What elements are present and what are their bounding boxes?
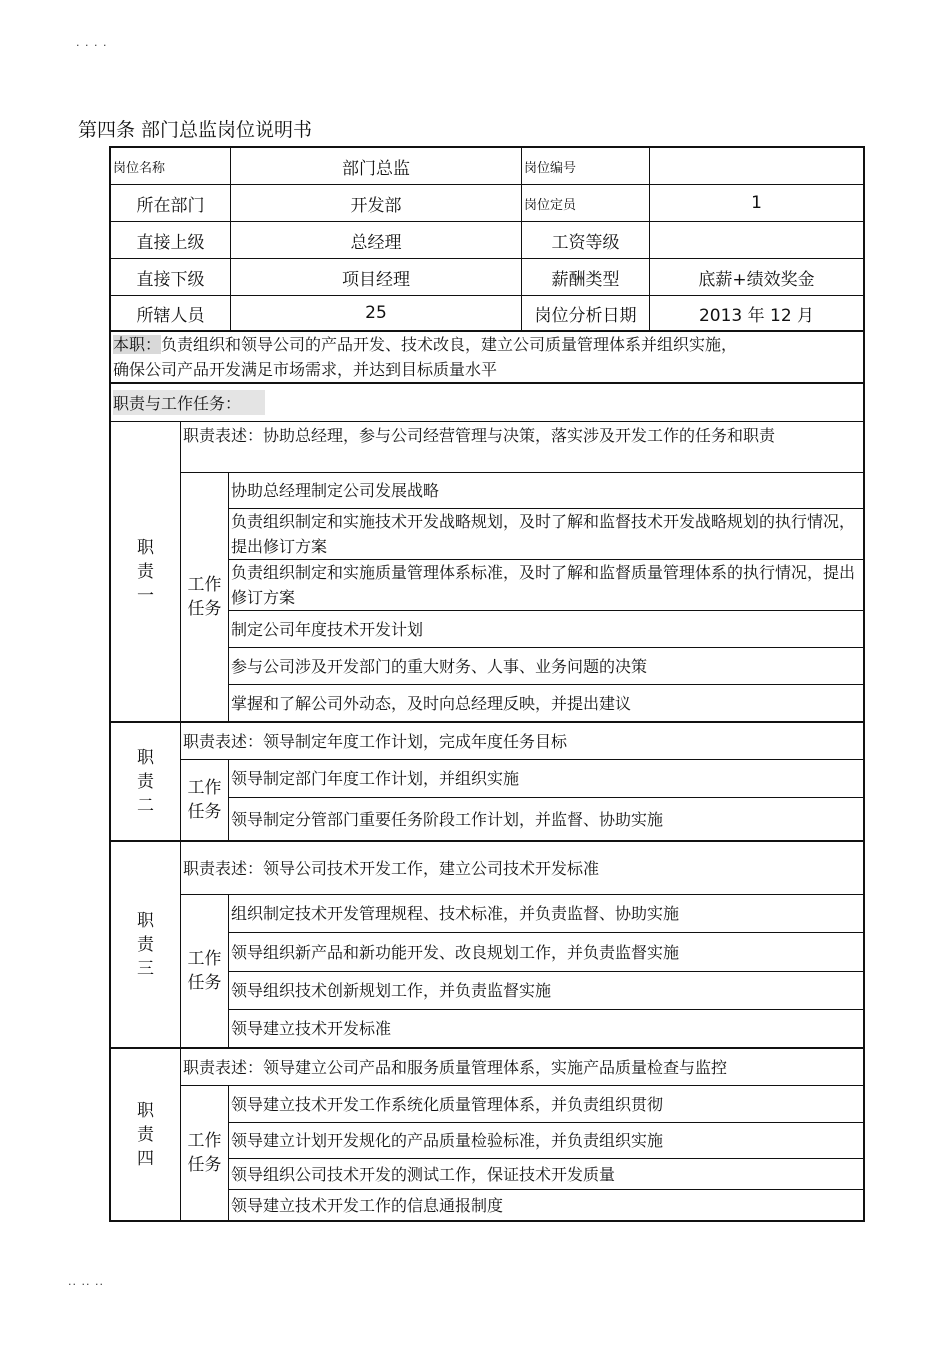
value-position-name: 部门总监 [231, 148, 522, 185]
label-headcount: 岗位定员 [522, 185, 650, 222]
duty-group-3-task: 组织制定技术开发管理规程、技术标准，并负责监督、协助实施 [229, 895, 863, 933]
duty-group-1-label: 职 责 一 [111, 422, 181, 721]
core-duty-label: 本职： [113, 335, 162, 354]
value-analysis-date: 2013 年 12 月 [698, 305, 815, 326]
core-duty-section [109, 332, 865, 384]
duty-group-2-task: 领导制定分管部门重要任务阶段工作计划，并监督、协助实施 [231, 809, 664, 829]
label-salary-grade: 工资等级 [522, 222, 650, 259]
value-direct-superior: 总经理 [231, 222, 522, 259]
label-position-code: 岗位编号 [522, 148, 650, 185]
value-headcount: 1 [650, 185, 863, 222]
duty-group-1-task: 掌握和了解公司外动态，及时向总经理反映，并提出建议 [231, 693, 632, 713]
duty-group-1 [109, 422, 865, 723]
core-duty-line-1: 负责组织和领导公司的产品开发、技术改良，建立公司质量管理体系并组织实施， [161, 335, 738, 354]
duty-group-4-task: 领导建立技术开发工作系统化质量管理体系，并负责组织贯彻 [229, 1086, 863, 1123]
duty-group-1-task: 参与公司涉及开发部门的重大财务、人事、业务问题的决策 [229, 648, 863, 685]
duty-group-4-work-label: 工作 任务 [181, 1086, 229, 1220]
label-staff-count: 所辖人员 [111, 296, 231, 330]
label-direct-subordinate: 直接下级 [111, 259, 231, 296]
duty-group-3 [109, 842, 865, 1049]
value-position-code [650, 148, 863, 185]
label-position-name: 岗位名称 [111, 148, 231, 185]
duty-group-4-description: 职责表述：领导建立公司产品和服务质量管理体系，实施产品质量检查与监控 [181, 1049, 863, 1086]
duty-group-1-task: 制定公司年度技术开发计划 [229, 611, 863, 648]
label-direct-superior: 直接上级 [111, 222, 231, 259]
duty-group-3-description: 职责表述：领导公司技术开发工作，建立公司技术开发标准 [181, 842, 863, 895]
duty-group-2-work-label: 工作 任务 [181, 760, 229, 840]
duty-group-2-description: 职责表述：领导制定年度工作计划，完成年度任务目标 [181, 723, 863, 760]
duties-and-tasks-heading [109, 384, 865, 422]
duties-and-tasks-label: 职责与工作任务： [113, 390, 265, 415]
document-title: 第四条 部门总监岗位说明书 [78, 119, 313, 141]
value-salary-grade [650, 222, 863, 259]
duty-group-1-task: 负责组织制定和实施质量管理体系标准，及时了解和监督质量管理体系的执行情况，提出修订方案 [229, 560, 863, 611]
duty-group-3-task: 领导组织新产品和新功能开发、改良规划工作，并负责监督实施 [229, 933, 863, 972]
duty-group-1-task: 协助总经理制定公司发展战略 [229, 473, 863, 509]
value-direct-subordinate: 项目经理 [231, 259, 522, 296]
duty-group-1-description: 职责表述：协助总经理，参与公司经营管理与决策，落实涉及开发工作的任务和职责 [181, 422, 863, 473]
duty-group-4-task: 领导组织公司技术开发的测试工作，保证技术开发质量 [229, 1159, 863, 1190]
value-pay-type: 底薪+绩效奖金 [650, 259, 863, 296]
duty-group-3-task: 领导建立技术开发标准 [231, 1019, 392, 1038]
label-department: 所在部门 [111, 185, 231, 222]
core-duty-line-2: 确保公司产品开发满足市场需求，并达到目标质量水平 [113, 360, 498, 379]
duty-group-2 [109, 723, 865, 842]
bottom-page-marks: .. .. .. [68, 1275, 104, 1288]
position-info-table [109, 146, 865, 332]
label-pay-type: 薪酬类型 [522, 259, 650, 296]
duty-group-4-task: 领导建立计划开发规化的产品质量检验标准，并负责组织实施 [229, 1123, 863, 1159]
label-analysis-date: 岗位分析日期 [522, 296, 650, 330]
duty-group-3-task: 领导组织技术创新规划工作，并负责监督实施 [229, 972, 863, 1010]
duty-group-4 [109, 1049, 865, 1222]
duty-group-1-work-label: 工作 任务 [181, 473, 229, 721]
duty-group-3-work-label: 工作 任务 [181, 895, 229, 1047]
duty-group-3-label: 职 责 三 [111, 842, 181, 1047]
duty-group-2-task: 领导制定部门年度工作计划，并组织实施 [229, 760, 863, 798]
duty-group-4-label: 职 责 四 [111, 1049, 181, 1220]
value-staff-count: 25 [231, 296, 522, 330]
top-page-marks: . . . . [76, 36, 108, 49]
value-department: 开发部 [231, 185, 522, 222]
duty-group-2-label: 职 责 二 [111, 723, 181, 840]
duty-group-1-task: 负责组织制定和实施技术开发战略规划，及时了解和监督技术开发战略规划的执行情况，提出修订方案 [229, 509, 863, 560]
duty-group-4-task: 领导建立技术开发工作的信息通报制度 [231, 1195, 504, 1215]
